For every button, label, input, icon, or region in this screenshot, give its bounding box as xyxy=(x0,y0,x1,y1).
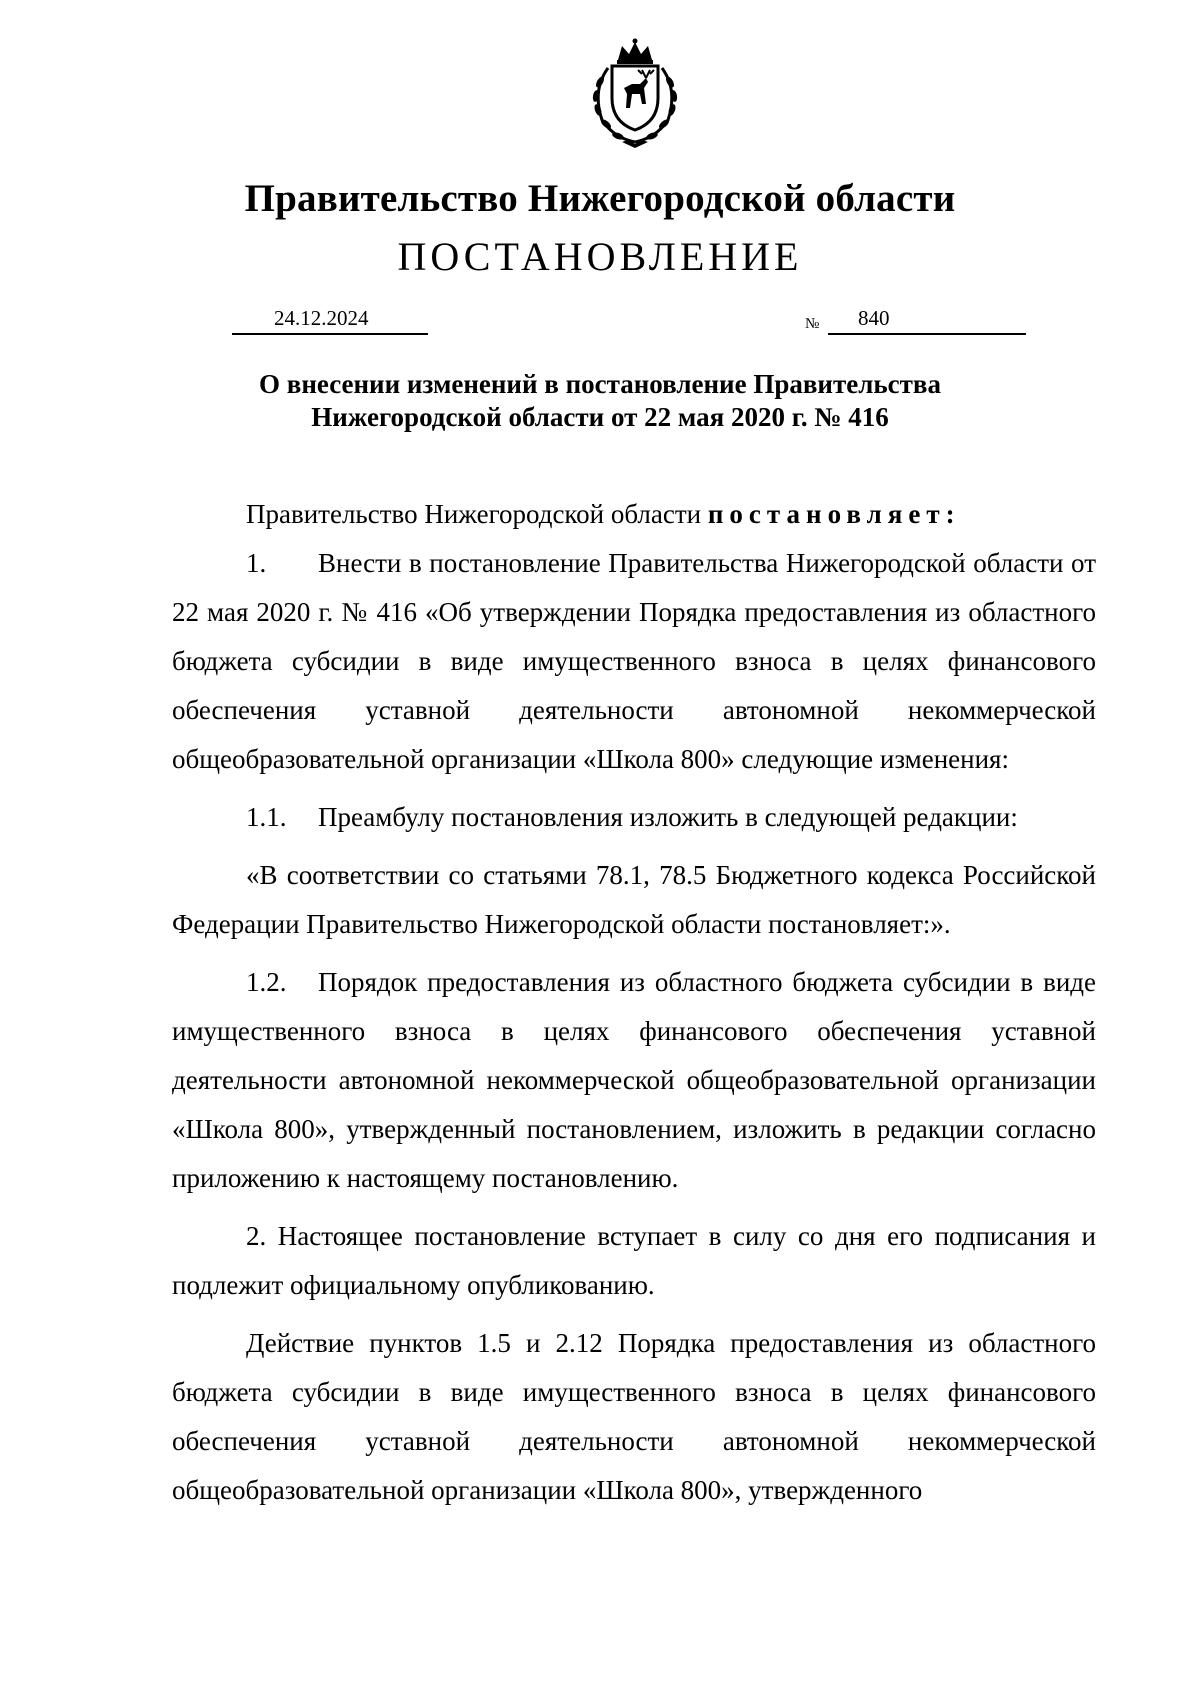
paragraph-1-1 xyxy=(172,793,1096,842)
number-sign: № xyxy=(805,316,820,332)
decree-word: постановляет xyxy=(707,499,946,529)
organization-title: Правительство Нижегородской области xyxy=(244,177,956,220)
paragraph-1-1-label: 1.1. xyxy=(246,802,287,832)
number-underline xyxy=(828,333,1026,335)
date-underline xyxy=(232,333,428,335)
document-body xyxy=(172,490,1096,1515)
document-number: 840 xyxy=(858,306,890,330)
intro-paragraph xyxy=(172,490,1096,539)
intro-text: Правительство Нижегородской области xyxy=(246,499,708,529)
coat-of-arms-icon xyxy=(580,38,690,150)
document-subject xyxy=(0,368,1200,434)
document-type: ПОСТАНОВЛЕНИЕ xyxy=(397,234,803,279)
subject-line-1: О внесении изменений в постановление Правительства xyxy=(259,369,941,399)
decree-colon: : xyxy=(945,499,955,529)
subject-line-2: Нижегородской области от 22 мая 2020 г. № 416 xyxy=(311,402,889,432)
paragraph-2: 2. Настоящее постановление вступает в силу со дня его подписания и подлежит официальному опубликованию. xyxy=(172,1221,1096,1300)
paragraph-1 xyxy=(172,539,1096,784)
paragraph-1-1-text: Преамбулу постановления изложить в следующей редакции: xyxy=(318,802,1018,832)
paragraph-1-2-text: Порядок предоставления из областного бюджета субсидии в виде имущественного взноса в целях финансового обеспечения уставной деятельности автономной некоммерческой общеобразовательной организации «Школа 800», утвержденный постановлением, изложить в редакции согласно приложению к настоящему постановлению. xyxy=(172,967,1096,1193)
paragraph-1-text: Внести в постановление Правительства Нижегородской области от 22 мая 2020 г. № 416 «Об утверждении Порядка предоставления из областного бюджета субсидии в виде имущественного взноса в целях финансового обеспечения уставной деятельности автономной некоммерческой общеобразовательной организации «Школа 800» следующие изменения: xyxy=(172,548,1096,774)
document-date: 24.12.2024 xyxy=(274,306,369,330)
paragraph-3: Действие пунктов 1.5 и 2.12 Порядка предоставления из областного бюджета субсидии в виде имущественного взноса в целях финансового обеспечения уставной деятельности автономной некоммерческой общеобразовательной организации «Школа 800», утвержденного xyxy=(172,1328,1096,1505)
quote-paragraph: «В соответствии со статьями 78.1, 78.5 Бюджетного кодекса Российской Федерации Правительство Нижегородской области постановляет:». xyxy=(172,860,1096,939)
paragraph-1-label: 1. xyxy=(246,548,267,578)
paragraph-1-2 xyxy=(172,958,1096,1203)
paragraph-1-2-label: 1.2. xyxy=(246,967,287,997)
